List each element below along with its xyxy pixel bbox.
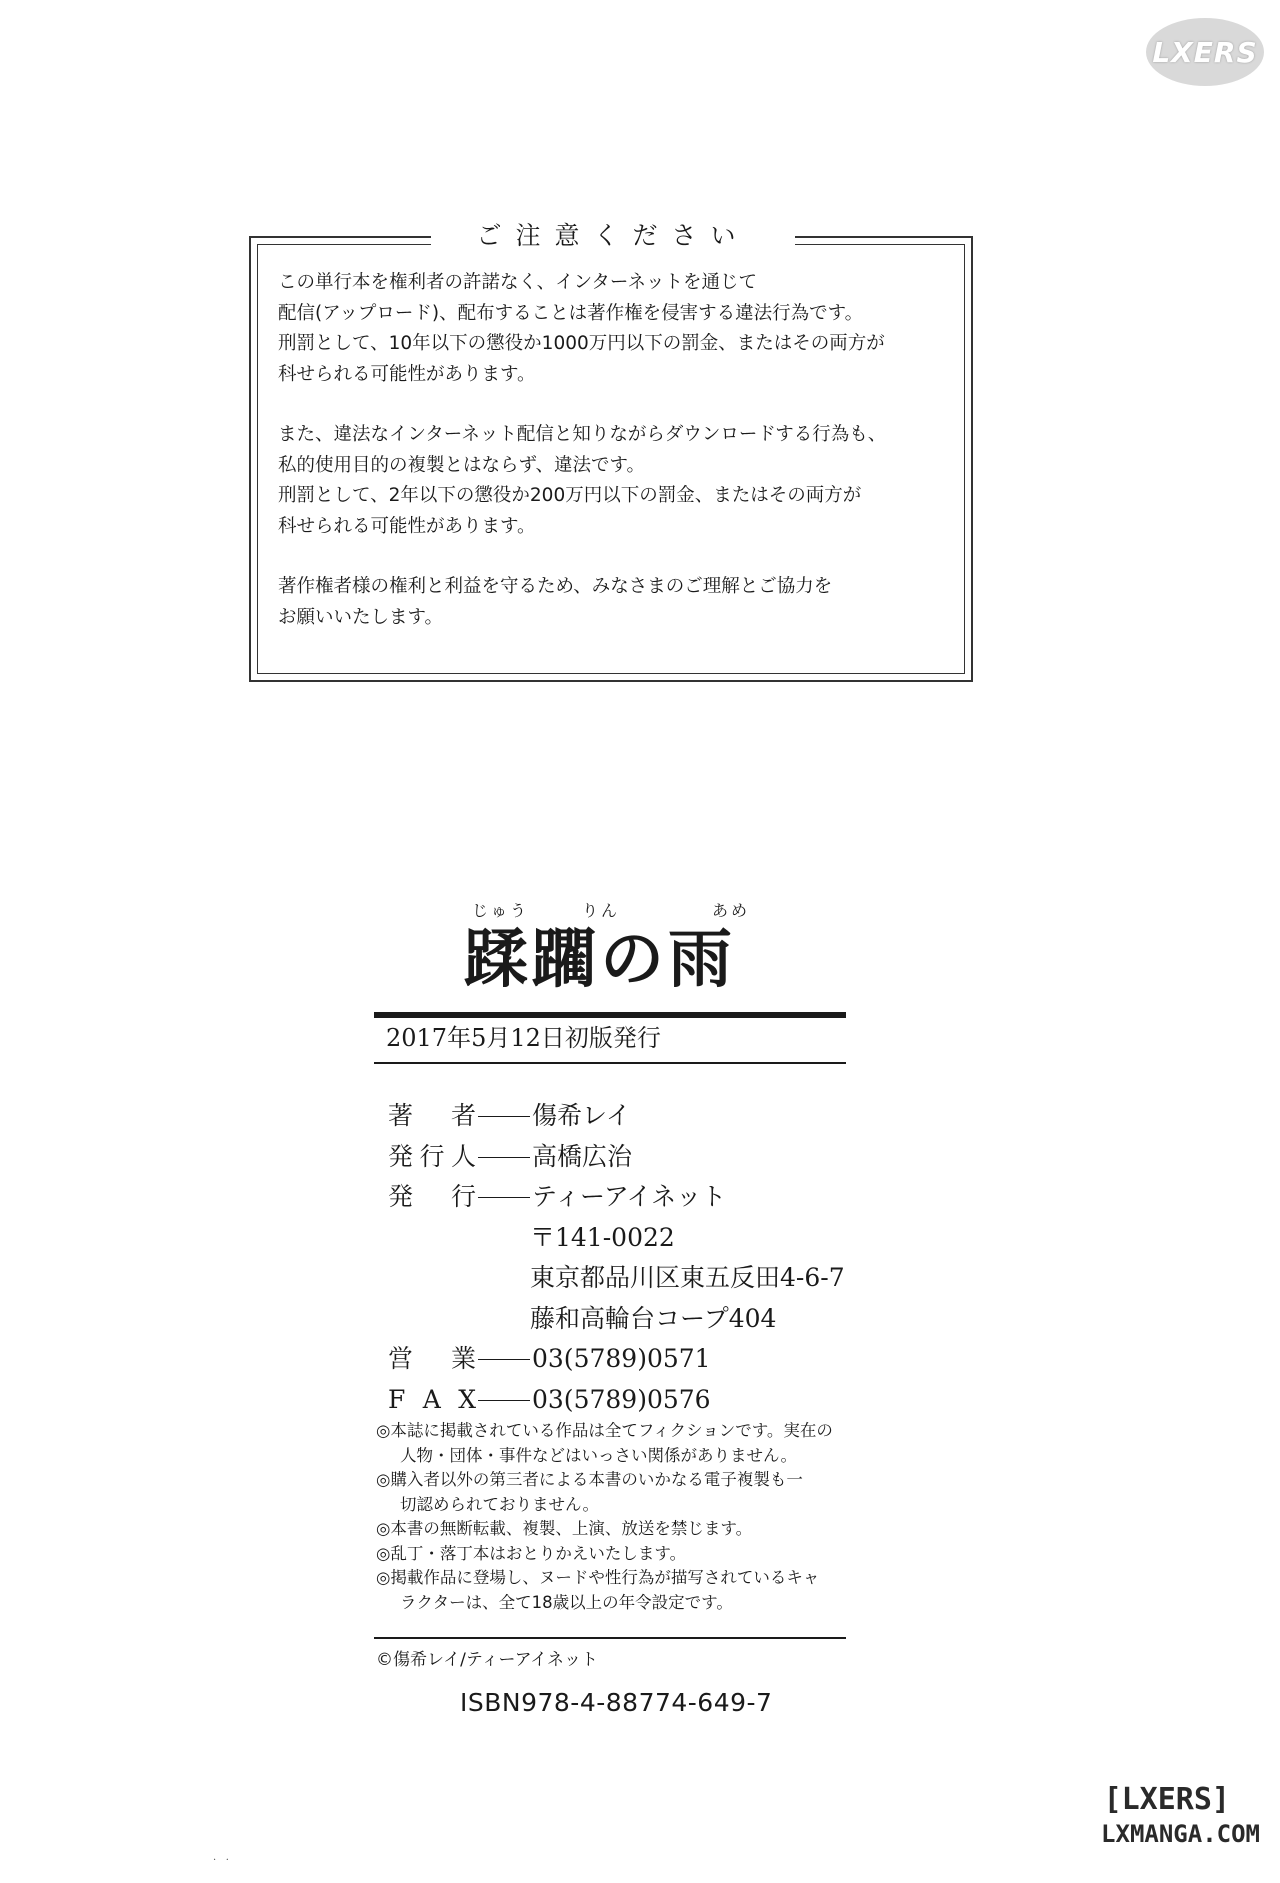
credit-author bbox=[388, 1096, 845, 1137]
notice-line: 科せられる可能性があります。 bbox=[278, 515, 536, 537]
title-ruby-2: りん bbox=[582, 901, 621, 920]
copyright-line: ©傷希レイ/ティーアイネット bbox=[376, 1650, 598, 1670]
credit-label: 著 者 bbox=[388, 1101, 476, 1130]
credit-address-2: 藤和高輪台コープ404 bbox=[530, 1303, 777, 1333]
notice-line: この単行本を権利者の許諾なく、インターネットを通じて bbox=[278, 272, 757, 293]
credit-postal: 〒141-0022 bbox=[530, 1222, 675, 1252]
book-title: 蹂躙の雨 bbox=[464, 923, 736, 997]
isbn: ISBN978-4-88774-649-7 bbox=[460, 1688, 773, 1717]
notes-rule bbox=[374, 1637, 846, 1639]
note-line: ◎掲載作品に登場し、ヌードや性行為が描写されているキャ bbox=[376, 1568, 820, 1587]
publication-date: 2017年5月12日初版発行 bbox=[386, 1024, 661, 1052]
watermark-url: LXMANGA.COM bbox=[1101, 1820, 1260, 1848]
watermark-logo-text: LXERS bbox=[1152, 35, 1258, 69]
credits-block bbox=[388, 1096, 845, 1420]
notice-line: 私的使用目的の複製とはならず、違法です。 bbox=[278, 454, 646, 476]
title-ruby-1: じゅう bbox=[472, 901, 530, 920]
notice-line: 著作権者様の権利と利益を守るため、みなさまのご理解とご協力を bbox=[278, 576, 833, 597]
credit-value: 傷希レイ bbox=[532, 1101, 631, 1130]
note-line: ◎本誌に掲載されている作品は全てフィクションです。実在の bbox=[376, 1421, 833, 1440]
credit-label: F A X bbox=[388, 1384, 476, 1414]
title-rule bbox=[374, 1012, 846, 1018]
credit-label: 発 行 bbox=[388, 1182, 476, 1211]
notice-line: 刑罰として、2年以下の懲役か200万円以下の罰金、またはその両方が bbox=[278, 485, 862, 506]
credit-value: 高橋広治 bbox=[532, 1141, 633, 1171]
date-rule bbox=[374, 1062, 846, 1064]
notice-line: お願いいたします。 bbox=[278, 606, 444, 628]
notice-paragraph-2 bbox=[278, 420, 958, 542]
note-line: ◎乱丁・落丁本はおとりかえいたします。 bbox=[376, 1543, 687, 1563]
credit-value: ティーアイネット bbox=[532, 1182, 727, 1211]
note-line: 人物・団体・事件などはいっさい関係がありません。 bbox=[400, 1445, 797, 1465]
credit-dash bbox=[478, 1137, 530, 1158]
notice-title: ご注意ください bbox=[431, 216, 795, 256]
credit-publisher-person bbox=[388, 1137, 845, 1178]
notice-paragraph-3 bbox=[278, 572, 958, 633]
credit-dash bbox=[478, 1096, 530, 1117]
credit-address-1: 東京都品川区東五反田4-6-7 bbox=[530, 1263, 845, 1292]
notice-line: 科せられる可能性があります。 bbox=[278, 363, 536, 385]
print-specks: · · bbox=[213, 1855, 229, 1866]
credit-dash bbox=[478, 1380, 530, 1401]
credit-sales bbox=[388, 1339, 845, 1380]
notice-line: 刑罰として、10年以下の懲役か1000万円以下の罰金、またはその両方が bbox=[278, 333, 885, 354]
credit-dash bbox=[478, 1339, 530, 1360]
note-line: 切認められておりません。 bbox=[400, 1494, 599, 1514]
credit-label: 営 業 bbox=[388, 1344, 476, 1373]
note-line: ◎購入者以外の第三者による本書のいかなる電子複製も一 bbox=[376, 1470, 803, 1489]
title-ruby-3: あめ bbox=[712, 901, 751, 920]
notice-line: また、違法なインターネット配信と知りながらダウンロードする行為も、 bbox=[278, 424, 887, 445]
note-line: ◎本書の無断転載、複製、上演、放送を禁じます。 bbox=[376, 1519, 753, 1538]
legal-notes bbox=[376, 1419, 833, 1615]
credit-value: 03(5789)0576 bbox=[532, 1384, 711, 1414]
credit-label: 発行人 bbox=[388, 1141, 476, 1171]
credit-fax bbox=[388, 1380, 845, 1421]
credit-dash bbox=[478, 1177, 530, 1198]
notice-body bbox=[278, 268, 958, 633]
credit-publisher bbox=[388, 1177, 845, 1218]
note-line: ラクターは、全て18歳以上の年令設定です。 bbox=[400, 1592, 733, 1612]
notice-paragraph-1 bbox=[278, 268, 958, 390]
watermark-logo-top bbox=[1146, 18, 1264, 86]
watermark-bracket-text: [LXERS] bbox=[1103, 1782, 1230, 1817]
notice-line: 配信(アップロード)、配布することは著作権を侵害する違法行為です。 bbox=[278, 302, 864, 324]
credit-value: 03(5789)0571 bbox=[532, 1344, 711, 1373]
watermark-site bbox=[1100, 1782, 1260, 1850]
copyright-notice-box bbox=[249, 221, 973, 682]
